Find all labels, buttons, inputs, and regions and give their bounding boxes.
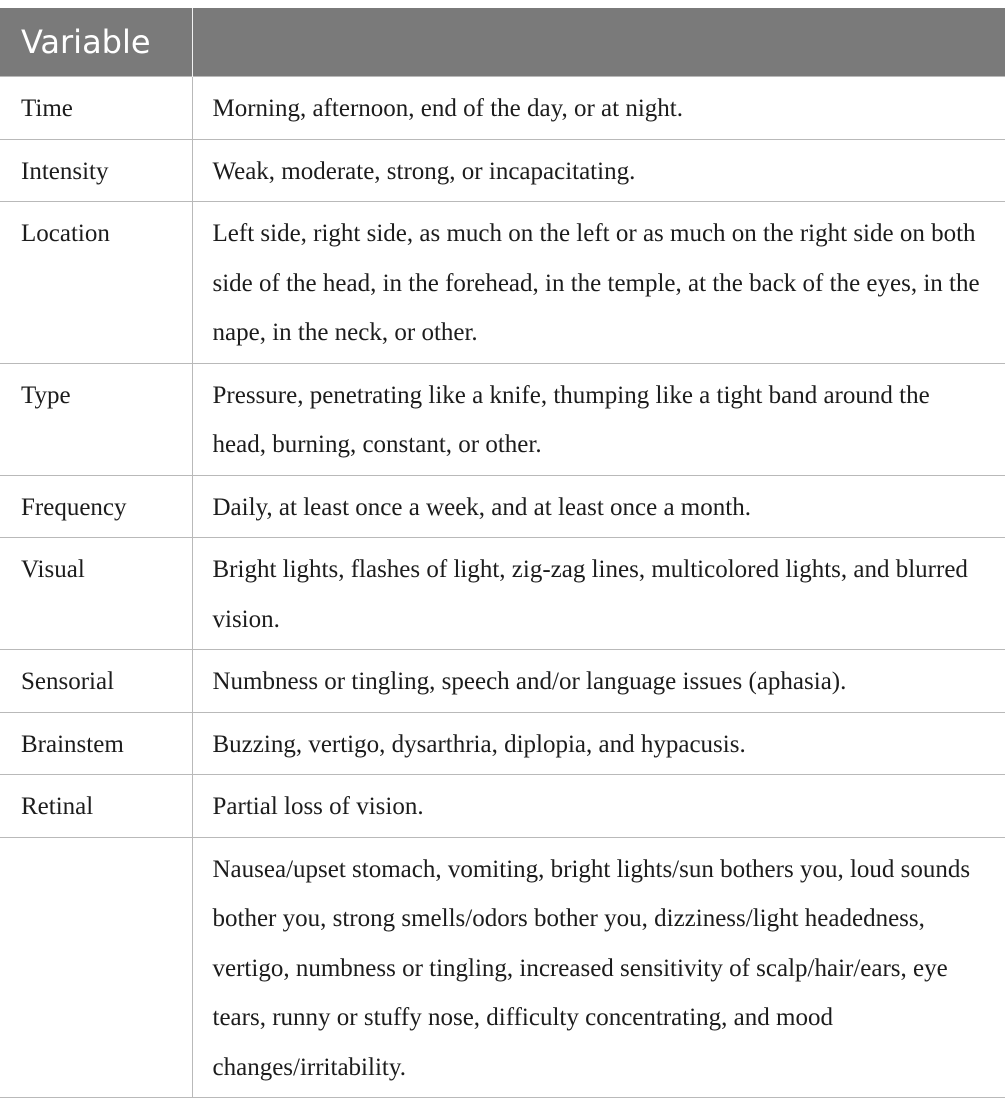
variable-cell: Time [0,77,192,140]
table-row [0,475,1005,538]
table-row [0,837,1005,1098]
table-row [0,775,1005,838]
description-cell: Buzzing, vertigo, dysarthria, diplopia, and hypacusis. [192,712,1005,775]
description-cell: Bright lights, flashes of light, zig-zag lines, multicolored lights, and blurred vision. [192,538,1005,650]
table-row [0,363,1005,475]
variable-cell: Brainstem [0,712,192,775]
description-cell: Weak, moderate, strong, or incapacitating. [192,139,1005,202]
table-row [0,538,1005,650]
description-cell: Numbness or tingling, speech and/or language issues (aphasia). [192,650,1005,713]
description-cell: Daily, at least once a week, and at least once a month. [192,475,1005,538]
header-description [192,8,1005,77]
table-row [0,77,1005,140]
variable-cell: Retinal [0,775,192,838]
table-header-row [0,8,1005,77]
variable-cell: Sensorial [0,650,192,713]
description-cell: Nausea/upset stomach, vomiting, bright lights/sun bothers you, loud sounds bother you, strong smells/odors bother you, dizziness/light headedness, vertigo, numbness or tingling, increased sensitivity of scalp/hair/ears, eye tears, runny or stuffy nose, difficulty concentrating, and mood changes/irritability. [192,837,1005,1098]
variable-cell: Intensity [0,139,192,202]
table-row [0,650,1005,713]
variable-cell: Visual [0,538,192,650]
variable-cell: Location [0,202,192,364]
description-cell: Morning, afternoon, end of the day, or at night. [192,77,1005,140]
table-row [0,139,1005,202]
variable-cell: Type [0,363,192,475]
variables-table [0,8,1005,1098]
variable-cell: Frequency [0,475,192,538]
table-row [0,712,1005,775]
description-cell: Left side, right side, as much on the left or as much on the right side on both side of the head, in the forehead, in the temple, at the back of the eyes, in the nape, in the neck, or other. [192,202,1005,364]
variable-cell [0,837,192,1098]
table-row [0,202,1005,364]
description-cell: Partial loss of vision. [192,775,1005,838]
header-variable: Variable [0,8,192,77]
description-cell: Pressure, penetrating like a knife, thumping like a tight band around the head, burning, constant, or other. [192,363,1005,475]
